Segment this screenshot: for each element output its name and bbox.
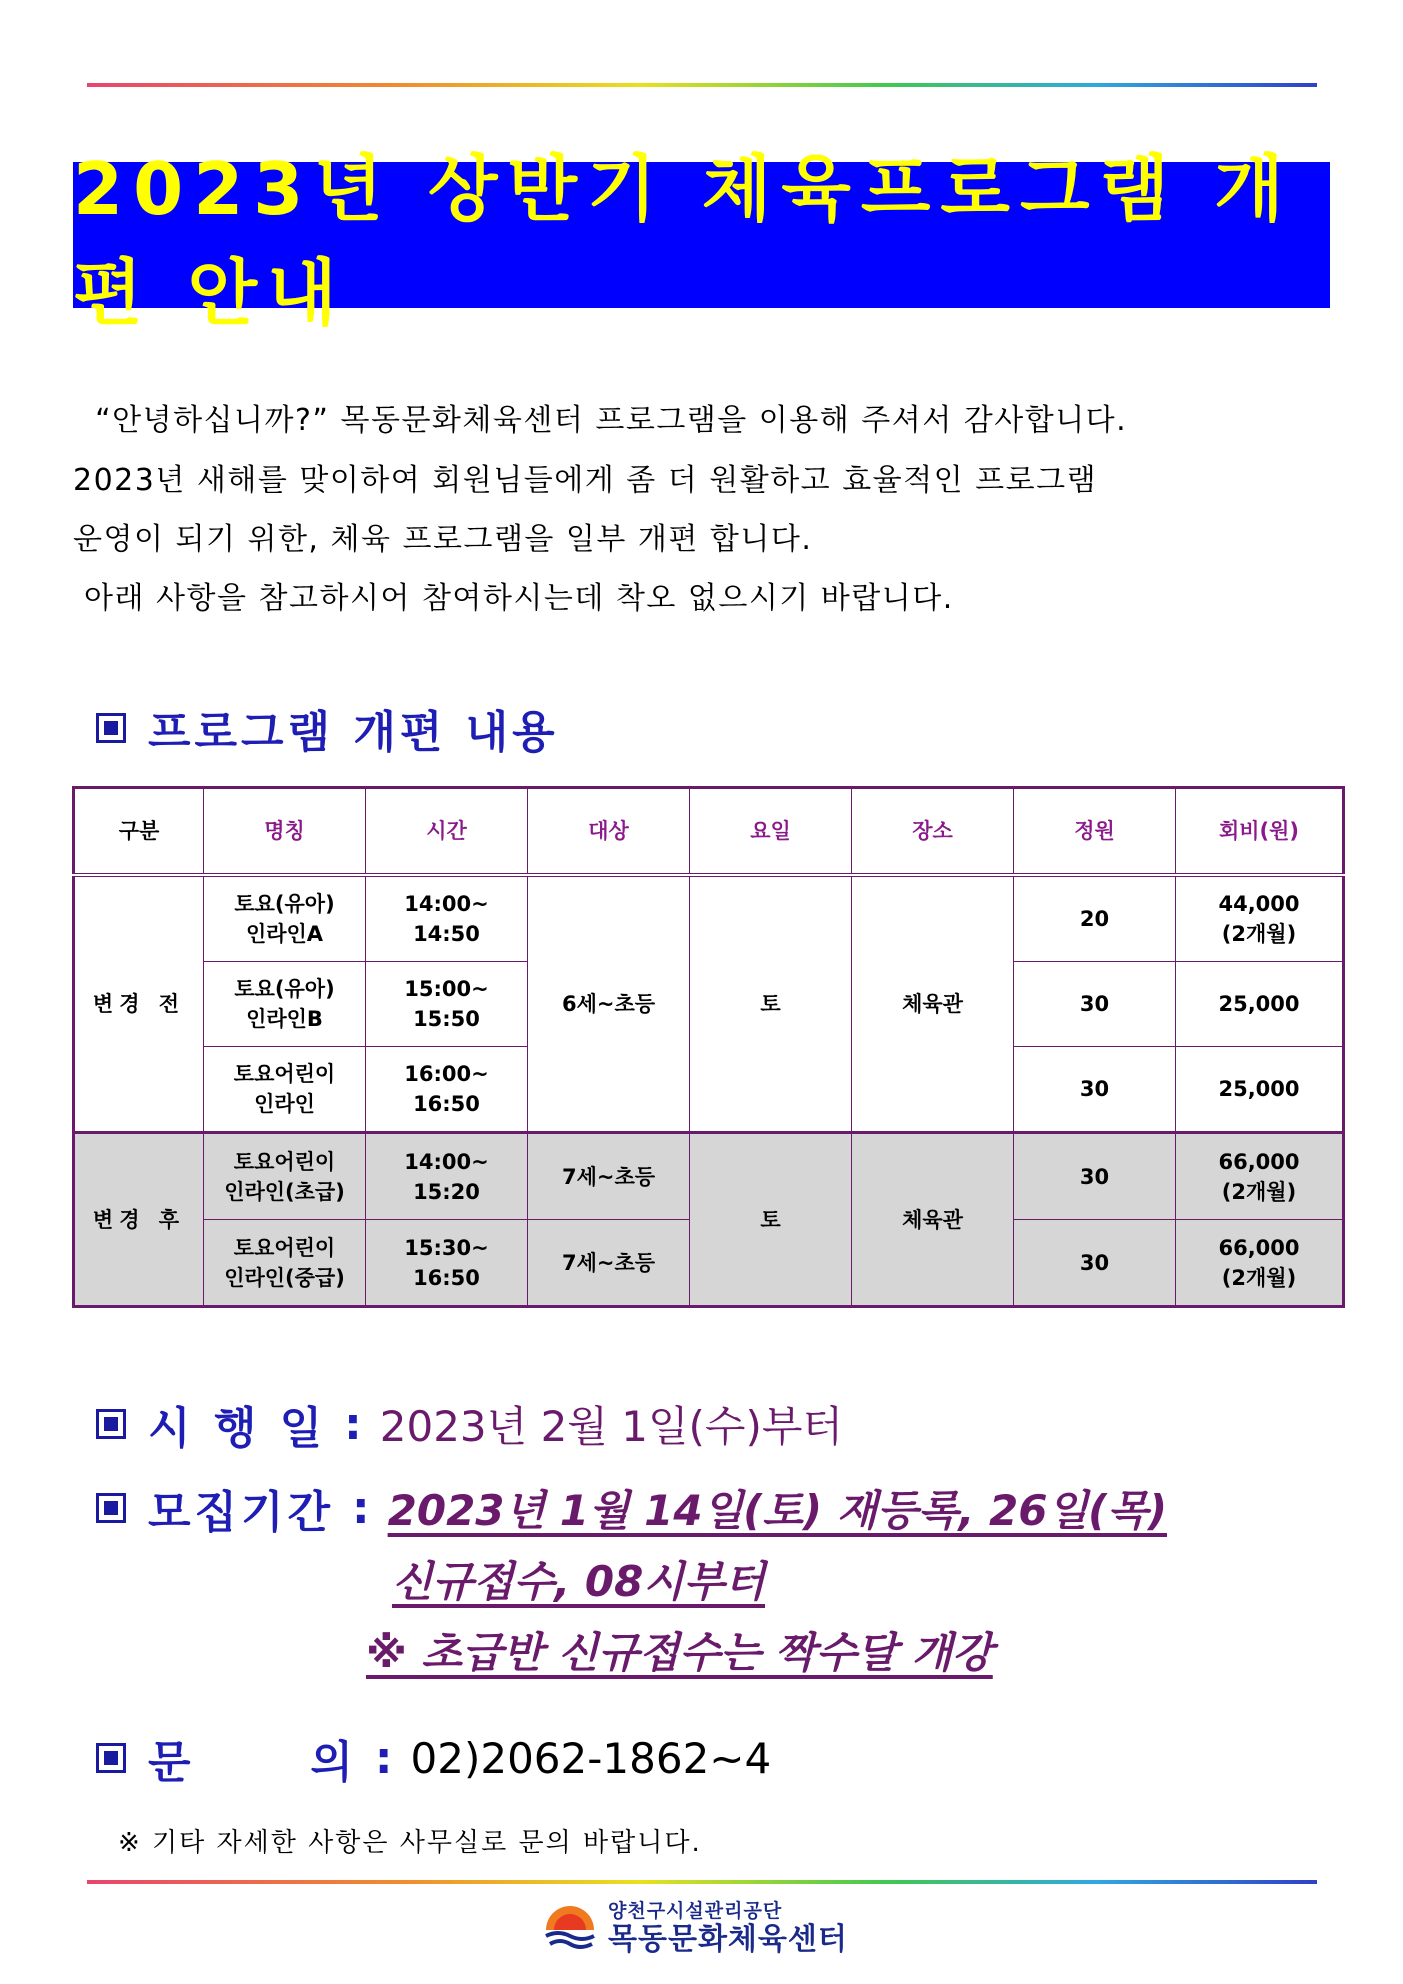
program-name-cell: 토요(유아) 인라인A [204,875,366,962]
start-date-value: 2023년 2월 1일(수)부터 [379,1402,844,1451]
recruit-period-note: ※ 초급반 신규접수는 짝수달 개강 [366,1628,993,1677]
place-cell: 체육관 [852,1133,1014,1307]
square-bullet-icon [96,1409,126,1439]
title-banner [73,147,1330,335]
start-date-row [96,1392,843,1456]
before-label: 변경 전 [74,875,204,1133]
header-place: 장소 [852,788,1014,876]
square-bullet-icon [96,1743,126,1773]
time-cell: 15:00~ 15:50 [366,962,528,1047]
program-section-label: 프로그램 개편 내용 [148,707,559,758]
after-label: 변경 후 [74,1133,204,1307]
header-day: 요일 [690,788,852,876]
header-category: 구분 [74,788,204,876]
time-cell: 16:00~ 16:50 [366,1047,528,1133]
header-time: 시간 [366,788,528,876]
fee-cell: 66,000 (2개월) [1176,1220,1344,1307]
program-name-cell: 토요어린이 인라인(초급) [204,1133,366,1220]
target-cell: 7세~초등 [528,1220,690,1307]
intro-line-2: 2023년 새해를 맞이하여 회원님들에게 좀 더 원활하고 효율적인 프로그램 [73,463,1098,498]
inquiry-phone: 02)2062-1862~4 [410,1733,772,1783]
intro-line-4: 아래 사항을 참고하시어 참여하시는데 착오 없으시기 바랍니다. [73,581,954,616]
org-sub-name: 양천구시설관리공단 [608,1899,783,1922]
header-target: 대상 [528,788,690,876]
inquiry-colon: : [374,1732,393,1784]
table-header-row [74,788,1344,876]
intro-line-3: 운영이 되기 위한, 체육 프로그램을 일부 개편 합니다. [73,522,813,557]
capacity-cell: 20 [1014,875,1176,962]
square-bullet-icon [96,1493,126,1523]
top-rainbow-divider [87,83,1317,87]
day-cell: 토 [690,1133,852,1307]
recruit-period-row [96,1476,1167,1540]
target-cell: 6세~초등 [528,875,690,1133]
recruit-period-colon: : [352,1482,370,1534]
time-cell: 14:00~ 14:50 [366,875,528,962]
sunrise-logo-icon [542,1900,598,1956]
recruit-period-label: 모집기간 [148,1487,335,1538]
program-name-cell: 토요어린이 인라인(중급) [204,1220,366,1307]
square-bullet-icon [96,713,126,743]
org-main-name: 목동문화체육센터 [608,1921,848,1957]
capacity-cell: 30 [1014,1047,1176,1133]
place-cell: 체육관 [852,875,1014,1133]
start-date-colon: : [344,1398,362,1450]
inquiry-row [96,1726,771,1790]
time-cell: 15:30~ 16:50 [366,1220,528,1307]
start-date-label: 시 행 일 [148,1403,327,1454]
day-cell: 토 [690,875,852,1133]
fee-cell: 44,000 (2개월) [1176,875,1344,962]
page-title: 2023년 상반기 체육프로그램 개편 안내 [73,147,1294,335]
header-capacity: 정원 [1014,788,1176,876]
header-name: 명칭 [204,788,366,876]
table-row [74,1133,1344,1220]
recruit-period-line-1: 2023년 1월 14일(토) 재등록, 26일(목) [387,1486,1168,1535]
intro-line-1: “안녕하십니까?” 목동문화체육센터 프로그램을 이용해 주셔서 감사합니다. [73,403,1128,438]
recruit-period-line-2: 신규접수, 08시부터 [392,1557,766,1606]
program-name-cell: 토요(유아) 인라인B [204,962,366,1047]
bottom-rainbow-divider [87,1880,1317,1884]
fee-cell: 25,000 [1176,1047,1344,1133]
program-name-cell: 토요어린이 인라인 [204,1047,366,1133]
program-schedule-table [72,786,1345,1308]
fee-cell: 25,000 [1176,962,1344,1047]
fee-cell: 66,000 (2개월) [1176,1133,1344,1220]
inquiry-label: 문 의 [148,1737,357,1788]
footer-org-text [608,1899,848,1957]
time-cell: 14:00~ 15:20 [366,1133,528,1220]
capacity-cell: 30 [1014,1220,1176,1307]
footer-logo [542,1900,848,1956]
program-section-heading [96,696,559,760]
capacity-cell: 30 [1014,962,1176,1047]
capacity-cell: 30 [1014,1133,1176,1220]
header-fee: 회비(원) [1176,788,1344,876]
table-row [74,875,1344,962]
target-cell: 7세~초등 [528,1133,690,1220]
contact-note: ※ 기타 자세한 사항은 사무실로 문의 바랍니다. [118,1828,702,1858]
